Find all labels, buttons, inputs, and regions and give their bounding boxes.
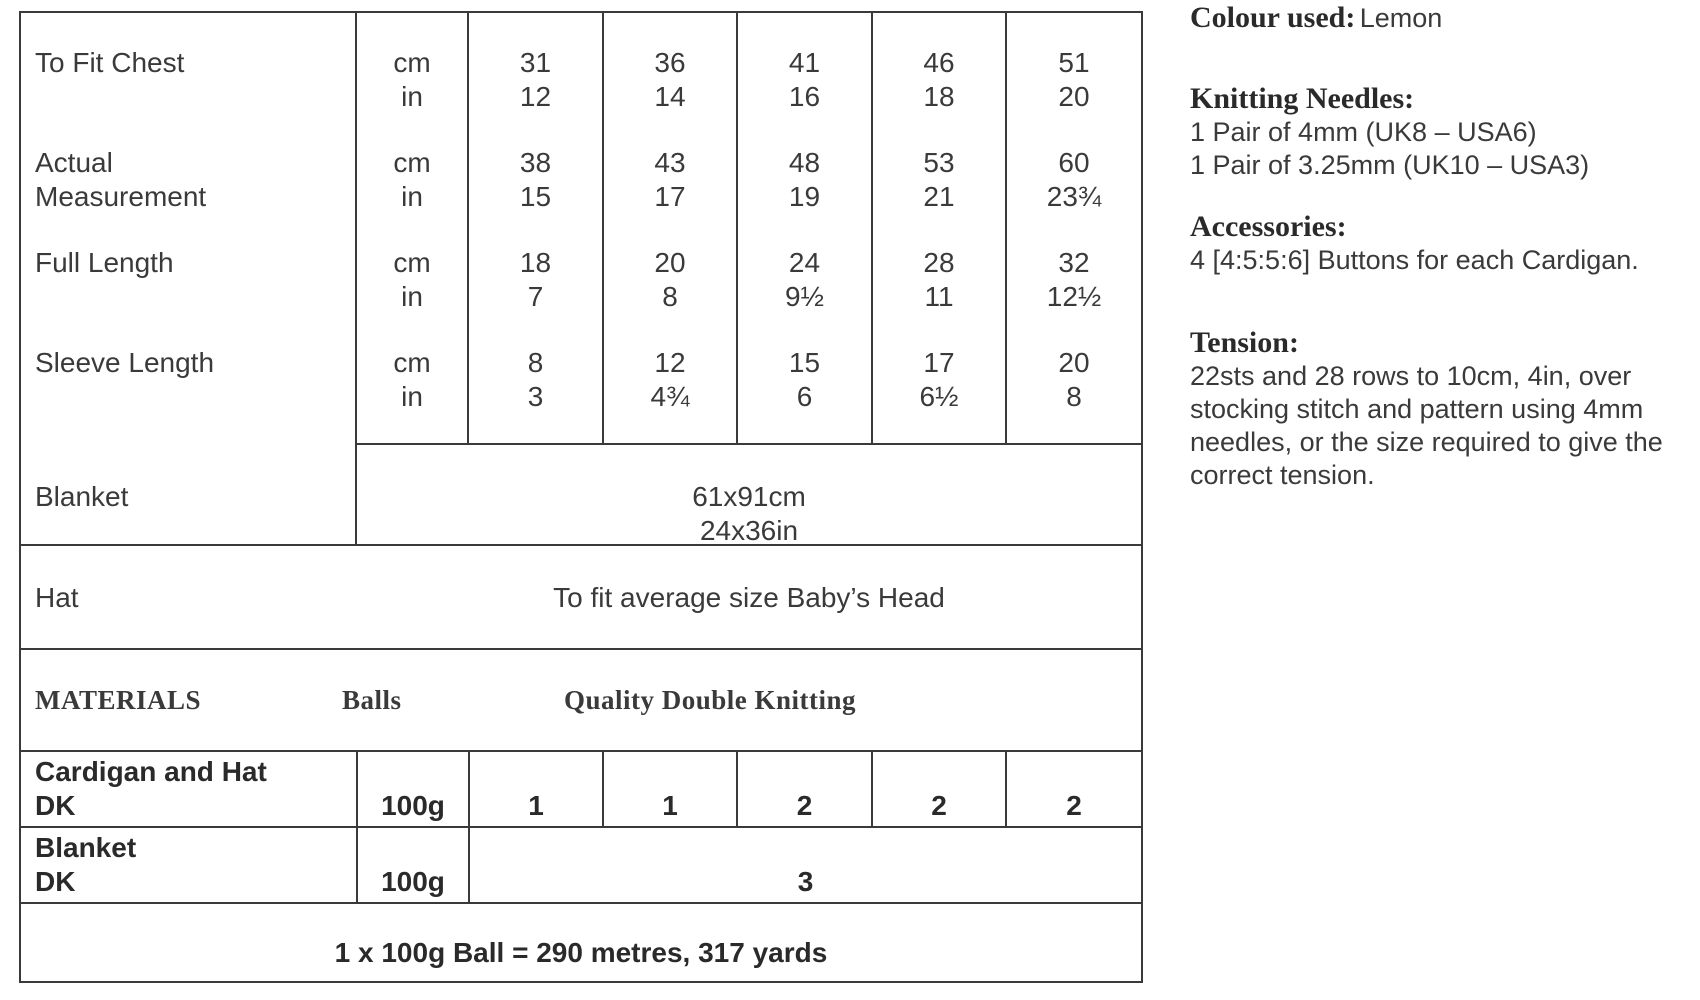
length-size-1: 18 7 <box>519 247 552 312</box>
actual-size-1: 38 15 <box>519 147 552 212</box>
length-size-5: 32 12½ <box>1046 247 1102 312</box>
row-label-actual-measurement: Actual Measurement <box>35 147 207 212</box>
table-border-bottom <box>19 981 1143 983</box>
yarn-weight-cardigan: 100g <box>381 790 445 821</box>
cardigan-balls-size-3: 2 <box>796 790 813 821</box>
chest-size-3: 41 16 <box>788 47 821 112</box>
colour-used <box>1190 1 1700 35</box>
row-label-full-length: Full Length <box>35 247 174 278</box>
needles-line: 1 Pair of 3.25mm (UK10 – USA3) <box>1190 150 1590 180</box>
blanket-size: 61x91cm 24x36in <box>692 481 806 546</box>
row-label-sleeve-length: Sleeve Length <box>35 347 215 378</box>
yarn-weight-blanket: 100g <box>381 866 445 897</box>
actual-size-2: 43 17 <box>654 147 686 212</box>
cardigan-balls-size-2: 1 <box>662 790 678 821</box>
units-chest: cm in <box>393 47 431 112</box>
table-border-left <box>19 11 21 983</box>
chest-size-4: 46 18 <box>923 47 955 112</box>
tension-line: stocking stitch and pattern using 4mm <box>1190 394 1644 424</box>
sleeve-size-2: 12 4¾ <box>650 347 690 412</box>
chest-size-1: 31 12 <box>519 47 552 112</box>
rule-after-blanket-yarn <box>19 902 1143 904</box>
yarn-label-blanket: Blanket DK <box>35 832 137 897</box>
tension <box>1190 326 1700 492</box>
yarn-label-cardigan: Cardigan and Hat DK <box>35 756 267 821</box>
sleeve-size-4: 17 6½ <box>919 347 959 412</box>
row-label-blanket: Blanket <box>35 481 129 512</box>
needles-heading: Knitting Needles: <box>1190 82 1415 115</box>
sleeve-size-5: 20 8 <box>1058 347 1090 412</box>
materials-heading: MATERIALS <box>35 685 202 715</box>
rule-after-measurements <box>355 443 1143 445</box>
length-size-3: 24 9½ <box>785 247 824 312</box>
table-border-right <box>1141 11 1143 983</box>
actual-size-5: 60 23¾ <box>1046 147 1102 212</box>
row-label-chest: To Fit Chest <box>35 47 185 78</box>
actual-size-4: 53 21 <box>923 147 955 212</box>
table-border-top <box>19 11 1143 13</box>
accessories-line: 4 [4:5:5:6] Buttons for each Cardigan. <box>1190 245 1639 275</box>
hat-size: To fit average size Baby’s Head <box>553 582 945 613</box>
sleeve-size-1: 8 3 <box>527 347 544 412</box>
knitting-needles <box>1190 82 1700 182</box>
tension-heading: Tension: <box>1190 326 1299 359</box>
length-size-4: 28 11 <box>923 247 955 312</box>
colour-value: Lemon <box>1359 3 1443 33</box>
actual-size-3: 48 19 <box>788 147 821 212</box>
balls-heading: Balls <box>342 685 402 715</box>
tension-line: correct tension. <box>1190 460 1375 490</box>
quality-heading: Quality Double Knitting <box>564 685 857 715</box>
sizes-table <box>19 11 1143 983</box>
length-size-2: 20 8 <box>654 247 686 312</box>
accessories <box>1190 210 1700 277</box>
cardigan-balls-size-1: 1 <box>528 790 544 821</box>
blanket-balls: 3 <box>797 866 814 897</box>
cardigan-balls-size-4: 2 <box>931 790 947 821</box>
cardigan-balls-size-5: 2 <box>1066 790 1082 821</box>
row-label-hat: Hat <box>35 582 79 613</box>
chest-size-5: 51 20 <box>1058 47 1090 112</box>
accessories-heading: Accessories: <box>1190 210 1347 243</box>
units-length: cm in <box>393 247 431 312</box>
needles-line: 1 Pair of 4mm (UK8 – USA6) <box>1190 117 1537 147</box>
tension-line: needles, or the size required to give the <box>1190 427 1663 457</box>
sleeve-size-3: 15 6 <box>788 347 821 412</box>
rule-after-hat <box>19 648 1143 650</box>
units-sleeve: cm in <box>393 347 431 412</box>
colour-heading: Colour used: <box>1190 1 1356 34</box>
yarn-length-note: 1 x 100g Ball = 290 metres, 317 yards <box>334 937 828 968</box>
rule-after-materials <box>19 750 1143 752</box>
units-actual: cm in <box>393 147 431 212</box>
rule-after-cardigan <box>19 826 1143 828</box>
chest-size-2: 36 14 <box>654 47 686 112</box>
tension-line: 22sts and 28 rows to 10cm, 4in, over <box>1190 361 1632 391</box>
